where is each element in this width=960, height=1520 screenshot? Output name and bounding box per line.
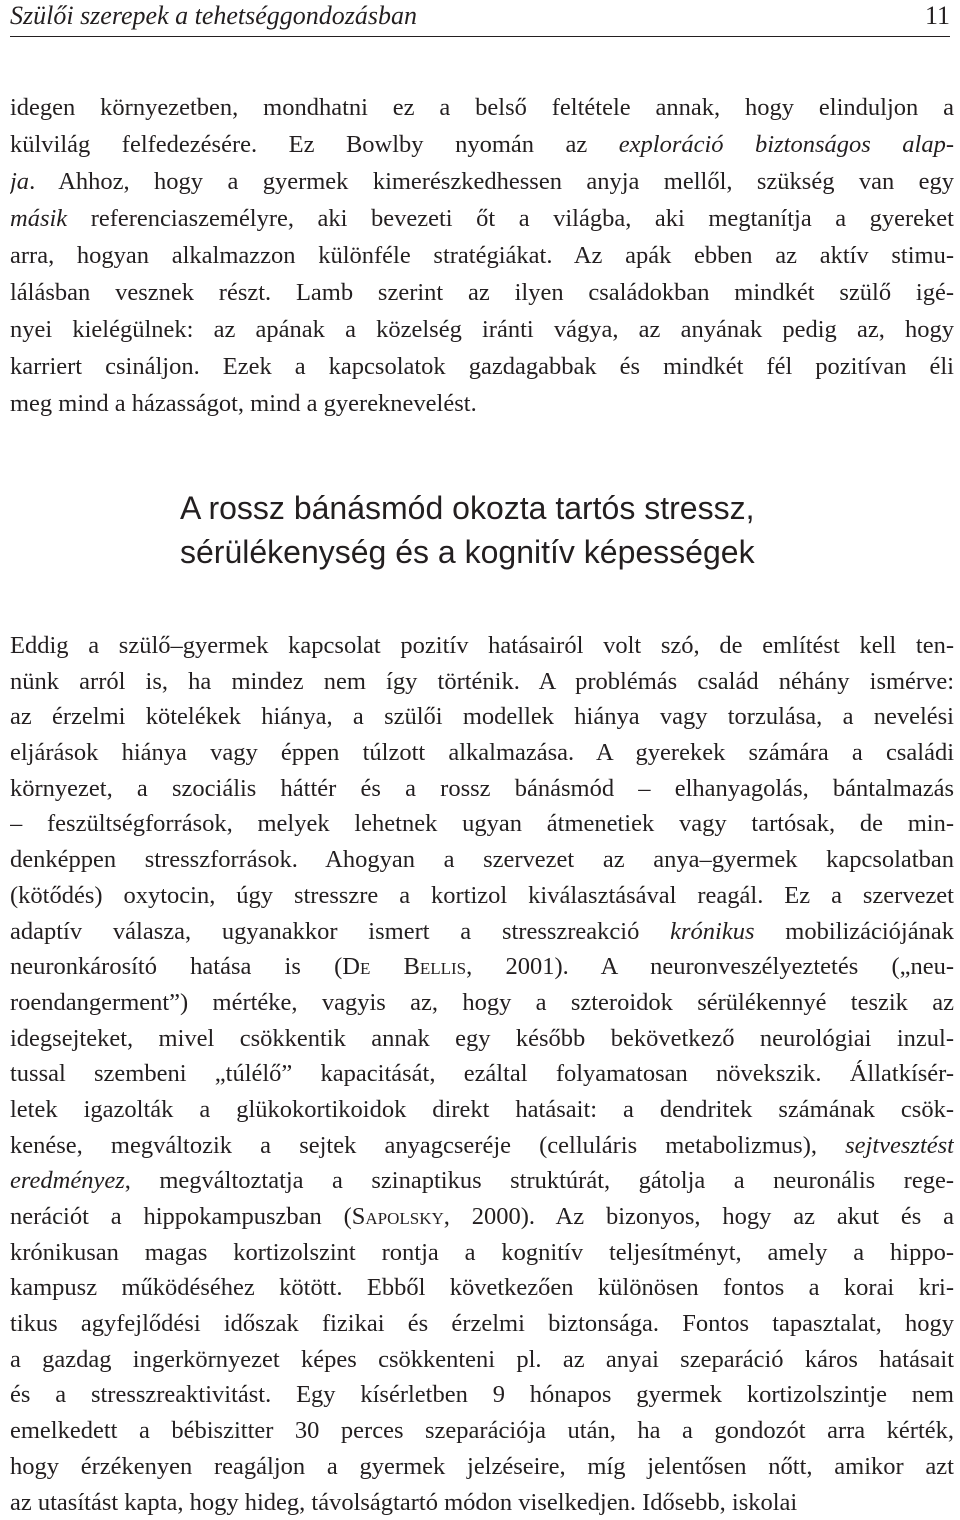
text-line	[10, 311, 954, 348]
text-line	[10, 1377, 954, 1413]
italic-run: eredményez	[10, 1167, 125, 1194]
page-number: 11	[925, 1, 950, 31]
text-line	[10, 1235, 954, 1271]
text-run: (kötődés) oxytocin, úgy stresszre a kortizol kiválasztásával reagál. Ez a szervezet	[10, 882, 954, 909]
text-line	[10, 1092, 954, 1128]
text-run: lálásban vesznek részt. Lamb szerint az ilyen családokban mindkét szülő igé-	[10, 279, 954, 306]
text-run: kampusz működéséhez kötött. Ebből következően különösen fontos a korai kri-	[10, 1274, 954, 1301]
text-line	[10, 89, 954, 126]
text-line	[10, 1342, 954, 1378]
text-run: tikus agyfejlődési időszak fizikai és érzelmi biztonsága. Fontos tapasztalat, hogy	[10, 1310, 954, 1337]
running-title: Szülői szerepek a tehetséggondozásban	[10, 1, 417, 31]
text-run: az érzelmi kötelékek hiánya, a szülői modellek hiánya vagy torzulása, a nevelési	[10, 703, 954, 730]
text-line	[10, 1199, 954, 1235]
text-run: , 2001). A neuronveszélyeztetés („neu-	[466, 953, 954, 980]
text-line	[10, 1163, 954, 1199]
text-run: adaptív válasza, ugyanakkor ismert a stresszreakció	[10, 918, 670, 945]
text-line	[10, 200, 954, 237]
text-run: , megváltoztatja a szinaptikus struktúrát, gátolja a neuronális rege-	[125, 1167, 954, 1194]
text-line	[10, 1056, 954, 1092]
text-run: referenciaszemélyre, aki bevezeti őt a világba, aki megtanítja a gyereket	[67, 205, 954, 232]
text-line	[10, 1413, 954, 1449]
text-run: kenése, megváltozik a sejtek anyagcseréje (celluláris metabolizmus),	[10, 1132, 845, 1159]
text-run: idegen környezetben, mondhatni ez a belső feltétele annak, hogy elinduljon a	[10, 94, 954, 121]
text-line	[10, 163, 954, 200]
text-line	[10, 806, 954, 842]
text-line	[10, 771, 954, 807]
text-line	[10, 1021, 954, 1057]
italic-run: exploráció biztonságos alap-	[619, 131, 954, 158]
citation-author: Sapolsky	[352, 1203, 444, 1230]
text-run: karriert csináljon. Ezek a kapcsolatok gazdagabbak és mindkét fél pozitívan éli	[10, 353, 954, 380]
text-run: nyei kielégülnek: az apának a közelség iránti vágya, az anyának pedig az, hogy	[10, 316, 954, 343]
text-line	[10, 1128, 954, 1164]
text-line	[10, 628, 954, 664]
text-run: arra, hogyan alkalmazzon különféle stratégiákat. Az apák ebben az aktív stimu-	[10, 242, 954, 269]
text-line	[10, 1449, 954, 1485]
text-line	[10, 385, 954, 422]
paragraph-intro	[10, 89, 954, 422]
text-line	[10, 664, 954, 700]
text-run: nerációt a hippokampuszban (	[10, 1203, 352, 1230]
text-line	[10, 274, 954, 311]
text-line	[10, 699, 954, 735]
text-line	[10, 1485, 954, 1520]
italic-run: krónikus	[670, 918, 754, 945]
text-run: idegsejteket, mivel csökkentik annak egy később bekövetkező neurológiai inzul-	[10, 1025, 954, 1052]
text-run: , 2000). Az bizonyos, hogy az akut és a	[444, 1203, 954, 1230]
text-run: denképpen stresszforrások. Ahogyan a szervezet az anya–gyermek kapcsolatban	[10, 846, 954, 873]
citation-author: De Bellis	[342, 953, 466, 980]
text-run: környezet, a szociális háttér és a rossz bánásmód – elhanyagolás, bántalmazás	[10, 775, 954, 802]
text-run: roendangerment”) mértéke, vagyis az, hogy a szteroidok sérülékennyé teszik az	[10, 989, 954, 1016]
section-heading-line-1: A rossz bánásmód okozta tartós stressz,	[180, 486, 755, 530]
text-run: külvilág felfedezésére. Ez Bowlby nyomán az	[10, 131, 619, 158]
italic-run: ja	[10, 168, 29, 195]
text-run: emelkedett a bébiszitter 30 perces szeparációja után, ha a gondozót arra kérték,	[10, 1417, 954, 1444]
text-run: meg mind a házasságot, mind a gyereknevelést.	[10, 390, 477, 417]
italic-run: másik	[10, 205, 67, 232]
text-run: nünk arról is, ha mindez nem így történik. A problémás család néhány ismérve:	[10, 668, 954, 695]
text-run: eljárások hiánya vagy éppen túlzott alkalmazása. A gyerekek számára a családi	[10, 739, 954, 766]
text-run: . Ahhoz, hogy a gyermek kimerészkedhessen anyja mellől, szükség van egy	[29, 168, 954, 195]
text-line	[10, 348, 954, 385]
text-run: mobilizációjának	[755, 918, 954, 945]
text-line	[10, 1270, 954, 1306]
text-run: hogy érzékenyen reagáljon a gyermek jelzéseire, míg jelentősen nőtt, amikor azt	[10, 1453, 954, 1480]
text-line	[10, 914, 954, 950]
text-run: – feszültségforrások, melyek lehetnek ugyan átmenetiek vagy tartósak, de min-	[10, 810, 954, 837]
text-line	[10, 842, 954, 878]
text-run: a gazdag ingerkörnyezet képes csökkenteni pl. az anyai szeparáció káros hatásait	[10, 1346, 954, 1373]
text-line	[10, 949, 954, 985]
text-run: letek igazolták a glükokortikoidok direkt hatásait: a dendritek számának csök-	[10, 1096, 954, 1123]
text-run: és a stresszreaktivitást. Egy kísérletben 9 hónapos gyermek kortizolszintje nem	[10, 1381, 954, 1408]
section-heading-line-2: sérülékenység és a kognitív képességek	[180, 530, 755, 574]
text-line	[10, 1306, 954, 1342]
text-run: krónikusan magas kortizolszint rontja a kognitív teljesítményt, amely a hippo-	[10, 1239, 954, 1266]
text-line	[10, 237, 954, 274]
running-header	[10, 0, 950, 37]
paragraph-main	[10, 628, 954, 1520]
text-run: tussal szembeni „túlélő” kapacitását, ezáltal folyamatosan növekszik. Állatkísér-	[10, 1060, 954, 1087]
italic-run: sejtvesztést	[845, 1132, 954, 1159]
text-line	[10, 126, 954, 163]
text-line	[10, 878, 954, 914]
text-line	[10, 735, 954, 771]
text-run: neuronkárosító hatása is (	[10, 953, 342, 980]
text-line	[10, 985, 954, 1021]
text-run: az utasítást kapta, hogy hideg, távolságtartó módon viselkedjen. Idősebb, iskolai	[10, 1489, 797, 1516]
text-run: Eddig a szülő–gyermek kapcsolat pozitív hatásairól volt szó, de említést kell ten-	[10, 632, 954, 659]
section-heading	[180, 486, 755, 574]
